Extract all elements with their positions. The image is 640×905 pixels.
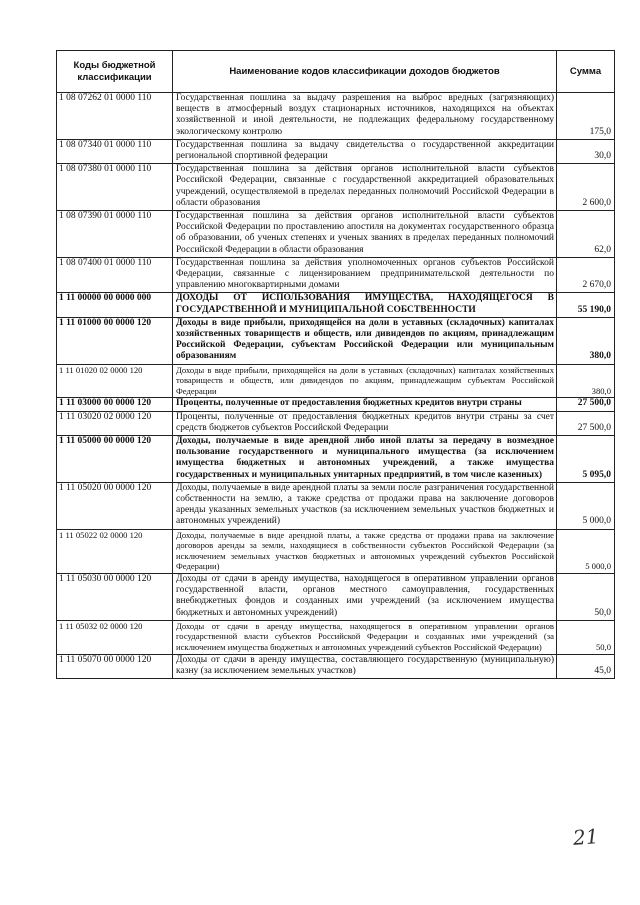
table-row bbox=[57, 482, 615, 529]
row-code: 1 11 05070 00 0000 120 bbox=[57, 654, 173, 678]
row-name: Доходы в виде прибыли, приходящейся на доли в уставных (складочных) капиталах хозяйственных товариществ и обществ, или дивидендов по акциям, принадлежащим субъектам Российской Федерации bbox=[173, 364, 557, 398]
row-sum: 30,0 bbox=[557, 139, 615, 163]
table-header bbox=[57, 51, 615, 93]
budget-revenue-table bbox=[56, 50, 615, 679]
handwritten-page-number: 21 bbox=[571, 824, 599, 850]
row-code: 1 11 05022 02 0000 120 bbox=[57, 529, 173, 573]
row-sum: 5 095,0 bbox=[557, 436, 615, 483]
header-sum: Сумма bbox=[557, 51, 615, 93]
row-sum: 2 670,0 bbox=[557, 257, 615, 293]
row-name: Доходы от сдачи в аренду имущества, находящегося в оперативном управлении органов государственной власти субъектов Российской Федерации и созданных ими учреждений (за исключением имущества бюджетных и автономных учреждений субъектов Российской Федерации) bbox=[173, 620, 557, 654]
row-code: 1 08 07340 01 0000 110 bbox=[57, 139, 173, 163]
table-row bbox=[57, 411, 615, 435]
table-row bbox=[57, 211, 615, 258]
table-body bbox=[57, 93, 615, 679]
row-code: 1 11 01000 00 0000 120 bbox=[57, 317, 173, 364]
row-sum: 55 190,0 bbox=[557, 293, 615, 317]
table-row bbox=[57, 654, 615, 678]
table-row bbox=[57, 620, 615, 654]
row-name: Государственная пошлина за выдачу свидетельства о государственной аккредитации региональной спортивной федерации bbox=[173, 139, 557, 163]
row-name: Доходы, получаемые в виде арендной платы за земли после разграничения государственной собственности на землю, а также средства от продажи права на заключение договоров аренды указанных земельных участков (за исключением земельных участков бюджетных и автономных учреждений) bbox=[173, 482, 557, 529]
budget-revenue-table-container bbox=[56, 50, 614, 679]
row-sum: 175,0 bbox=[557, 93, 615, 140]
row-sum: 5 000,0 bbox=[557, 529, 615, 573]
row-code: 1 11 03020 02 0000 120 bbox=[57, 411, 173, 435]
row-name: ДОХОДЫ ОТ ИСПОЛЬЗОВАНИЯ ИМУЩЕСТВА, НАХОДЯЩЕГОСЯ В ГОСУДАРСТВЕННОЙ И МУНИЦИПАЛЬНОЙ СОБСТВЕННОСТИ bbox=[173, 293, 557, 317]
row-code: 1 08 07380 01 0000 110 bbox=[57, 164, 173, 211]
table-row bbox=[57, 139, 615, 163]
row-sum: 45,0 bbox=[557, 654, 615, 678]
row-name: Доходы, получаемые в виде арендной платы, а также средства от продажи права на заключение договоров аренды за земли, находящиеся в собственности субъектов Российской Федерации (за исключением земельных участков бюджетных и автономных учреждений субъектов Российской Федерации) bbox=[173, 529, 557, 573]
table-row bbox=[57, 398, 615, 411]
row-code: 1 11 03000 00 0000 120 bbox=[57, 398, 173, 411]
row-name: Доходы от сдачи в аренду имущества, находящегося в оперативном управлении органов государственной власти, органов местного самоуправления, государственных внебюджетных фондов и созданных ими учреждений (за исключением имущества бюджетных и автономных учреждений) bbox=[173, 574, 557, 621]
table-row bbox=[57, 529, 615, 573]
row-name: Проценты, полученные от предоставления бюджетных кредитов внутри страны за счет средств бюджетов субъектов Российской Федерации bbox=[173, 411, 557, 435]
row-code: 1 11 05000 00 0000 120 bbox=[57, 436, 173, 483]
header-code: Коды бюджетной классификации bbox=[57, 51, 173, 93]
row-code: 1 11 05030 00 0000 120 bbox=[57, 574, 173, 621]
row-name: Доходы в виде прибыли, приходящейся на доли в уставных (складочных) капиталах хозяйственных товариществ и обществ, или дивидендов по акциям, принадлежащим Российской Федерации, субъектам Российской Федерации или муниципальным образованиям bbox=[173, 317, 557, 364]
header-name: Наименование кодов классификации доходов бюджетов bbox=[173, 51, 557, 93]
row-code: 1 11 01020 02 0000 120 bbox=[57, 364, 173, 398]
row-code: 1 11 05032 02 0000 120 bbox=[57, 620, 173, 654]
row-name: Проценты, полученные от предоставления бюджетных кредитов внутри страны bbox=[173, 398, 557, 411]
row-sum: 380,0 bbox=[557, 317, 615, 364]
row-sum: 50,0 bbox=[557, 574, 615, 621]
row-name: Государственная пошлина за выдачу разрешения на выброс вредных (загрязняющих) веществ в атмосферный воздух стационарных источников, находящихся на объектах хозяйственной и иной деятельности, не подлежащих федеральному государственному экологическому контролю bbox=[173, 93, 557, 140]
row-sum: 2 600,0 bbox=[557, 164, 615, 211]
row-name: Доходы, получаемые в виде арендной либо иной платы за передачу в возмездное пользование государственного и муниципального имущества (за исключением имущества бюджетных и автономных учреждений, а также имущества государственных и муниципальных унитарных предприятий, в том числе казенных) bbox=[173, 436, 557, 483]
row-sum: 380,0 bbox=[557, 364, 615, 398]
row-sum: 50,0 bbox=[557, 620, 615, 654]
row-code: 1 08 07390 01 0000 110 bbox=[57, 211, 173, 258]
row-code: 1 08 07400 01 0000 110 bbox=[57, 257, 173, 293]
table-row bbox=[57, 317, 615, 364]
row-sum: 5 000,0 bbox=[557, 482, 615, 529]
row-name: Государственная пошлина за действия органов исполнительной власти субъектов Российской Федерации, связанные с государственной аккредитацией образовательных учреждений, осуществляемой в пределах переданных полномочий Российской Федерации в области образования bbox=[173, 164, 557, 211]
table-row bbox=[57, 574, 615, 621]
table-row bbox=[57, 436, 615, 483]
row-code: 1 08 07262 01 0000 110 bbox=[57, 93, 173, 140]
table-row bbox=[57, 93, 615, 140]
row-code: 1 11 05020 00 0000 120 bbox=[57, 482, 173, 529]
table-row bbox=[57, 364, 615, 398]
row-name: Государственная пошлина за действия уполномоченных органов субъектов Российской Федерации, связанные с лицензированием предпринимательской деятельности по управлению многоквартирными домами bbox=[173, 257, 557, 293]
row-sum: 27 500,0 bbox=[557, 398, 615, 411]
row-code: 1 11 00000 00 0000 000 bbox=[57, 293, 173, 317]
table-row bbox=[57, 257, 615, 293]
row-sum: 27 500,0 bbox=[557, 411, 615, 435]
row-name: Государственная пошлина за действия органов исполнительной власти субъектов Российской Федерации по проставлению апостиля на документах государственного образца об образовании, об ученых степенях и ученых званиях в пределах переданных полномочий Российской Федерации в области образования bbox=[173, 211, 557, 258]
row-name: Доходы от сдачи в аренду имущества, составляющего государственную (муниципальную) казну (за исключением земельных участков) bbox=[173, 654, 557, 678]
row-sum: 62,0 bbox=[557, 211, 615, 258]
table-row bbox=[57, 293, 615, 317]
table-row bbox=[57, 164, 615, 211]
